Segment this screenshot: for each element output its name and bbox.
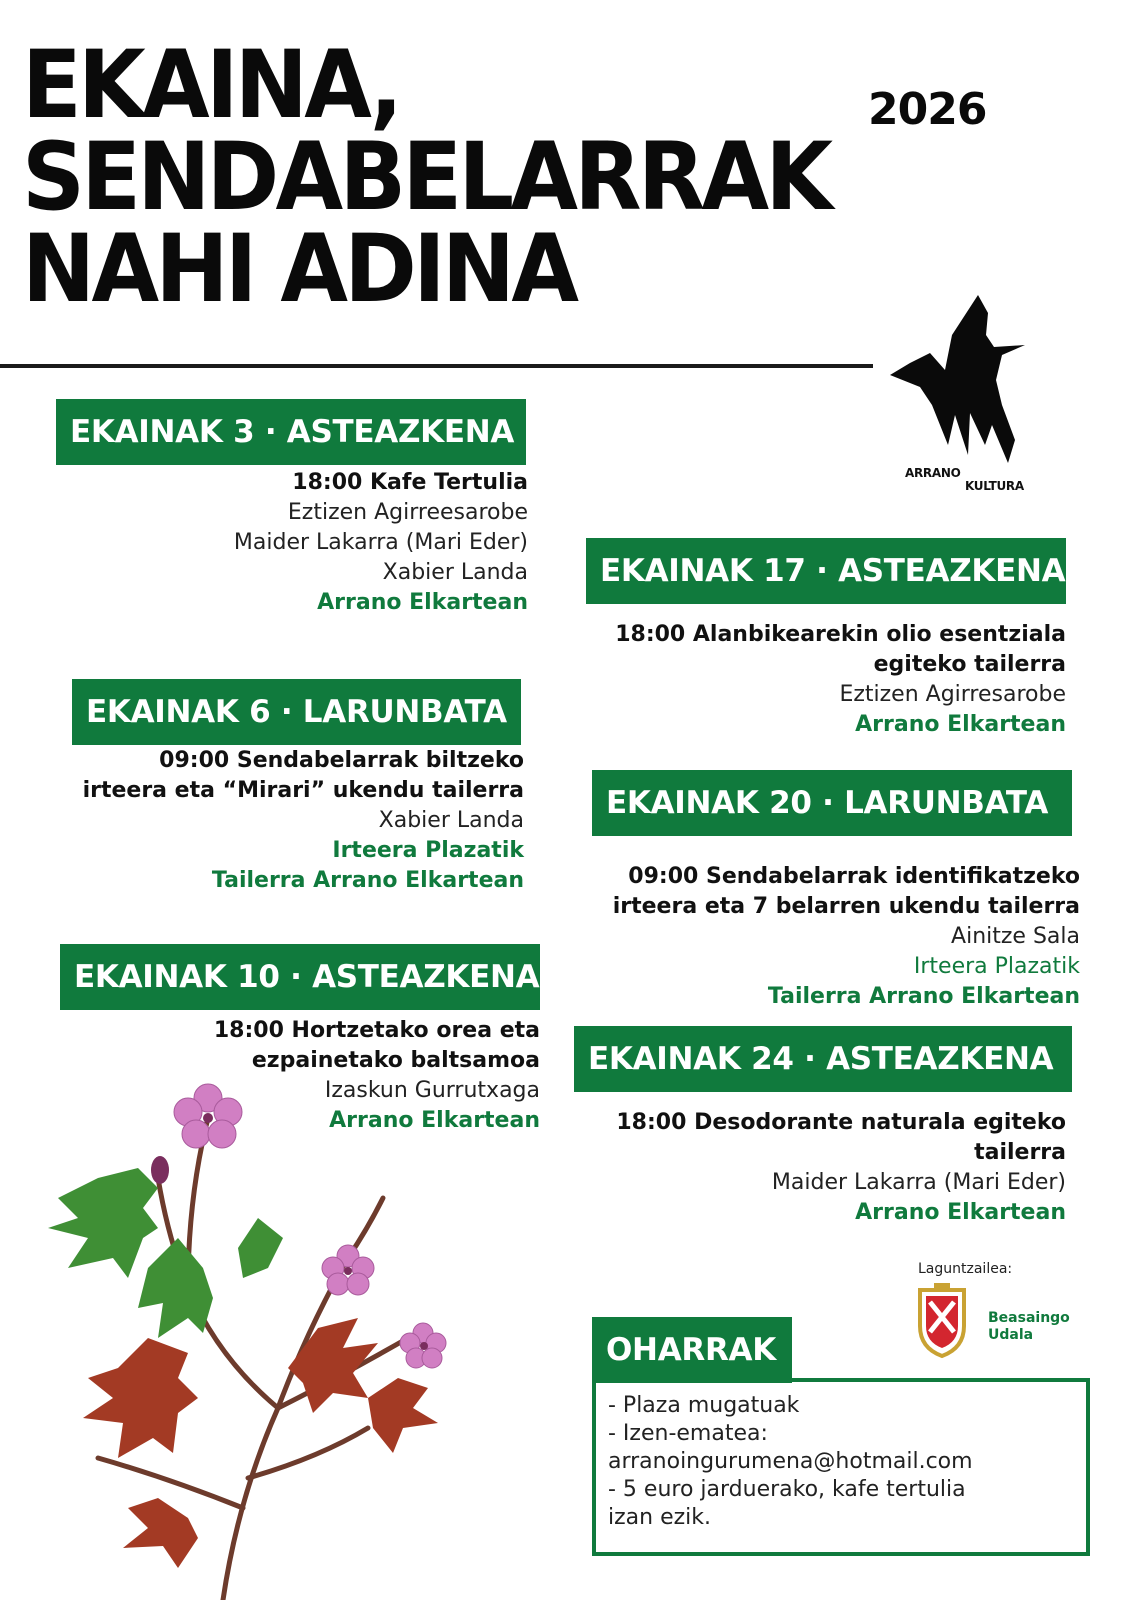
sponsor-name-line: Beasaingo [988,1310,1070,1326]
event-date-bar: EKAINAK 20 · LARUNBATA [592,770,1072,836]
event-location: Arrano Elkartean [329,1108,540,1133]
flower-illustration [38,1078,468,1600]
poster-title [22,31,830,324]
event-person: Maider Lakarra (Mari Eder) [771,1170,1066,1195]
header-divider [0,364,873,368]
event-title-line: irteera eta “Mirari” ukendu tailerra [82,778,524,803]
event-title-line: 18:00 Hortzetako orea eta [213,1018,540,1043]
event-location: Tailerra Arrano Elkartean [767,984,1080,1009]
event-date-bar: EKAINAK 10 · ASTEAZKENA [60,944,540,1010]
logo-text-arrano: ARRANO [905,466,961,480]
event-person: Maider Lakarra (Mari Eder) [233,530,528,555]
event-location: Arrano Elkartean [855,1200,1066,1225]
event-title-line: irteera eta 7 belarren ukendu tailerra [612,894,1080,919]
event-location: Arrano Elkartean [317,590,528,615]
notes-heading: OHARRAK [592,1317,792,1383]
event-person: Xabier Landa [378,808,524,833]
event-title-line: 09:00 Sendabelarrak identifikatzeko [628,864,1080,889]
title-line-1: EKAINA, [22,31,400,140]
notes-line: - Izen-ematea: [608,1421,768,1446]
event-title-line: 18:00 Desodorante naturala egiteko [616,1110,1066,1135]
notes-box [592,1378,1090,1556]
event-person: Izaskun Gurrutxaga [324,1078,540,1103]
event-person: Eztizen Agirresarobe [839,682,1066,707]
event-person: Ainitze Sala [951,924,1080,949]
event-location: Arrano Elkartean [855,712,1066,737]
notes-line: - Plaza mugatuak [608,1393,800,1418]
event-location: Irteera Plazatik [332,838,524,863]
event-details [40,746,524,896]
year-label: 2026 [868,84,987,135]
event-date-bar: EKAINAK 24 · ASTEAZKENA [574,1026,1072,1092]
event-title-line: 18:00 Kafe Tertulia [292,470,528,495]
eagle-icon [890,295,1040,470]
event-title-line: tailerra [974,1140,1066,1165]
crest-icon [912,1282,972,1360]
event-details [586,620,1066,740]
event-title-line: egiteko tailerra [873,652,1066,677]
sponsor-name-line: Udala [988,1327,1034,1343]
title-line-2: SENDABELARRAK [22,123,830,232]
logo-text-kultura: KULTURA [965,479,1024,493]
notes-email: arranoingurumena@hotmail.com [608,1449,973,1474]
event-date-bar: EKAINAK 6 · LARUNBATA [72,679,521,745]
title-line-3: NAHI ADINA [22,215,576,324]
sponsor-name [988,1310,1078,1344]
event-date-bar: EKAINAK 17 · ASTEAZKENA [586,538,1066,604]
event-title-line: ezpainetako baltsamoa [251,1048,540,1073]
event-person: Eztizen Agirreesarobe [287,500,528,525]
sponsor-label: Laguntzailea: [918,1261,1013,1277]
event-date-bar: EKAINAK 3 · ASTEAZKENA [56,399,526,465]
event-details [56,468,528,618]
event-person: Xabier Landa [382,560,528,585]
event-location: Irteera Plazatik [913,954,1080,979]
event-location: Tailerra Arrano Elkartean [211,868,524,893]
notes-line: - 5 euro jarduerako, kafe tertulia [608,1477,966,1502]
event-details [580,862,1080,1012]
event-title-line: 09:00 Sendabelarrak biltzeko [159,748,524,773]
notes-line: izan ezik. [608,1505,712,1530]
event-title-line: 18:00 Alanbikearekin olio esentziala [615,622,1066,647]
event-details [574,1108,1066,1228]
